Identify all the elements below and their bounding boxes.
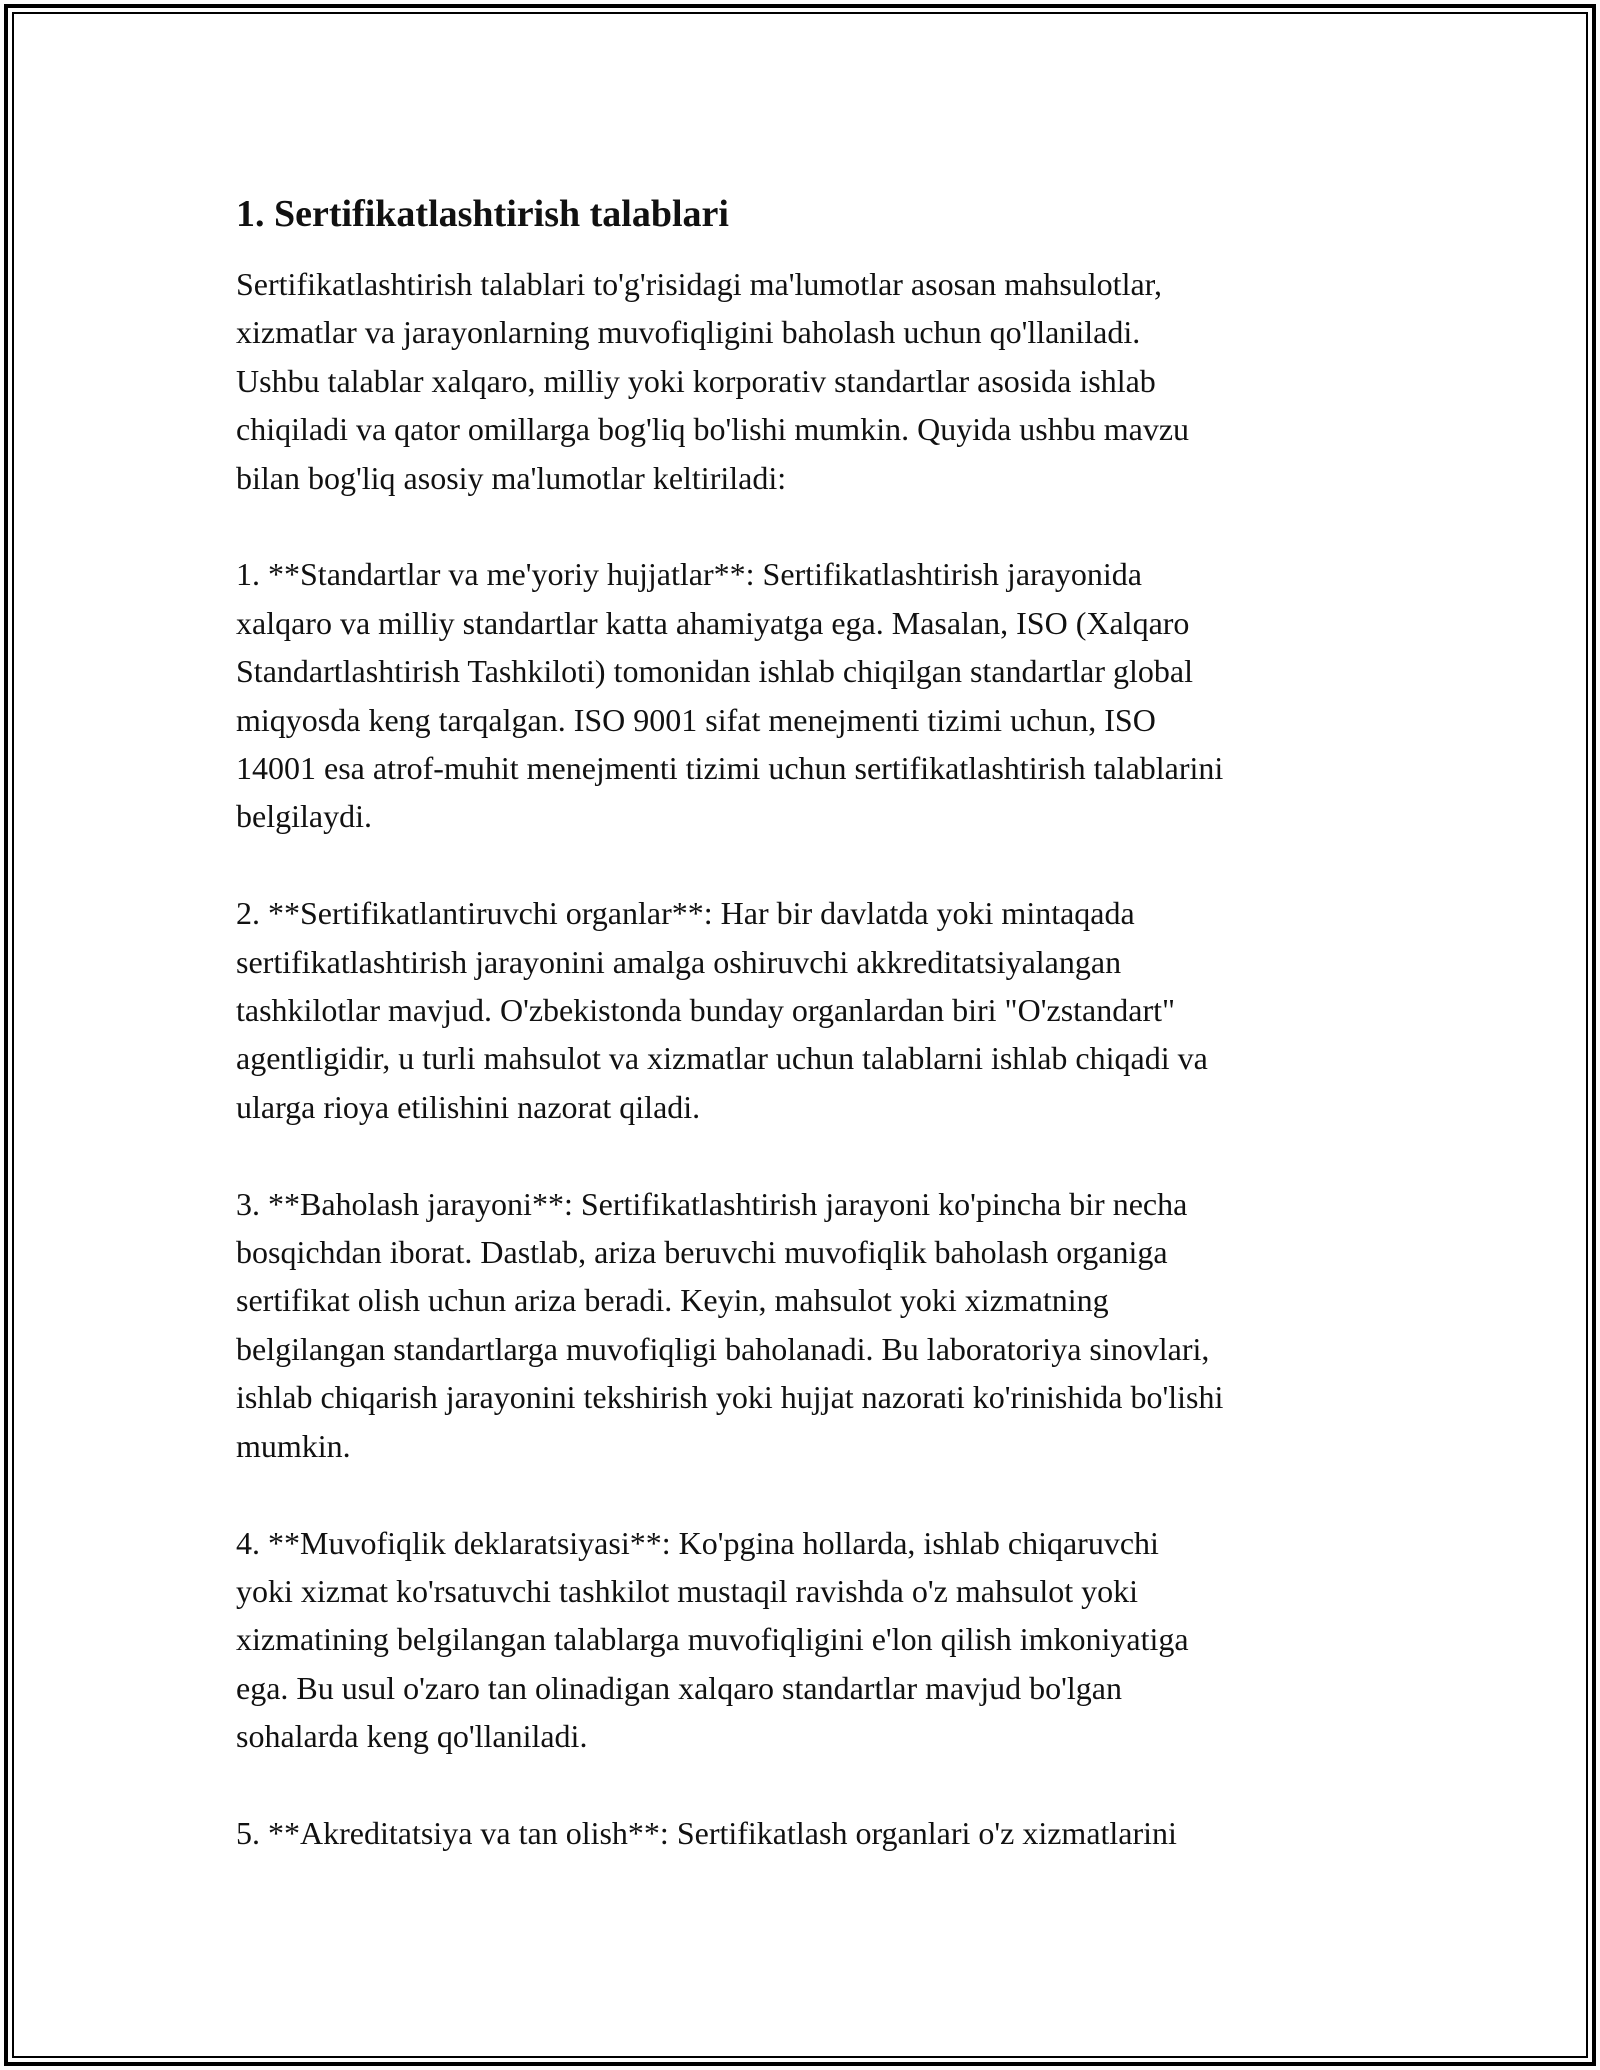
document-body (236, 188, 1376, 1906)
intro-paragraph: Sertifikatlashtirish talablari to'g'risidagi ma'lumotlar asosan mahsulotlar, xizmatlar va jarayonlarning muvofiqligini baholash uchun qo'llaniladi. Ushbu talablar xalqaro, milliy yoki korporativ standartlar asosida ishlab chiqiladi va qator omillarga bog'liq bo'lishi mumkin. Quyida ushbu mavzu bilan bog'liq asosiy ma'lumotlar keltiriladi: (236, 266, 1190, 496)
list-item-assessment-process: 3. **Baholash jarayoni**: Sertifikatlashtirish jarayoni ko'pincha bir necha bosqichdan iborat. Dastlab, ariza beruvchi muvofiqlik baholash organiga sertifikat olish uchun ariza beradi. Keyin, mahsulot yoki xizmatning belgilangan standartlarga muvofiqligi baholanadi. Bu laboratoriya sinovlari, ishlab chiqarish jarayonini tekshirish yoki hujjat nazorati ko'rinishida bo'lishi mumkin. (236, 1185, 1224, 1464)
section-heading: 1. Sertifikatlashtirish talablari (236, 193, 729, 235)
list-item-accreditation: 5. **Akreditatsiya va tan olish**: Sertifikatlash organlari o'z xizmatlarini (236, 1814, 1177, 1851)
list-item-conformity-declaration: 4. **Muvofiqlik deklaratsiyasi**: Ko'pgina hollarda, ishlab chiqaruvchi yoki xizmat ko'rsatuvchi tashkilot mustaqil ravishda o'z mahsulot yoki xizmatining belgilangan talablarga muvofiqligini e'lon qilish imkoniyatiga ega. Bu usul o'zaro tan olinadigan xalqaro standartlar mavjud bo'lgan sohalarda keng qo'llaniladi. (236, 1524, 1189, 1755)
list-item-standards: 1. **Standartlar va me'yoriy hujjatlar**: Sertifikatlashtirish jarayonida xalqaro va milliy standartlar katta ahamiyatga ega. Masalan, ISO (Xalqaro Standartlashtirish Tashkiloti) tomonidan ishlab chiqilgan standartlar global miqyosda keng tarqalgan. ISO 9001 sifat menejmenti tizimi uchun, ISO 14001 esa atrof-muhit menejmenti tizimi uchun sertifikatlashtirish talablarini belgilaydi. (236, 556, 1224, 835)
list-item-certifying-bodies: 2. **Sertifikatlantiruvchi organlar**: Har bir davlatda yoki mintaqada sertifikatlashtirish jarayonini amalga oshiruvchi akkreditatsiyalangan tashkilotlar mavjud. O'zbekistonda bunday organlardan biri "O'zstandart" agentligidir, u turli mahsulot va xizmatlar uchun talablarni ishlab chiqadi va ularga rioya etilishini nazorat qiladi. (236, 895, 1208, 1125)
